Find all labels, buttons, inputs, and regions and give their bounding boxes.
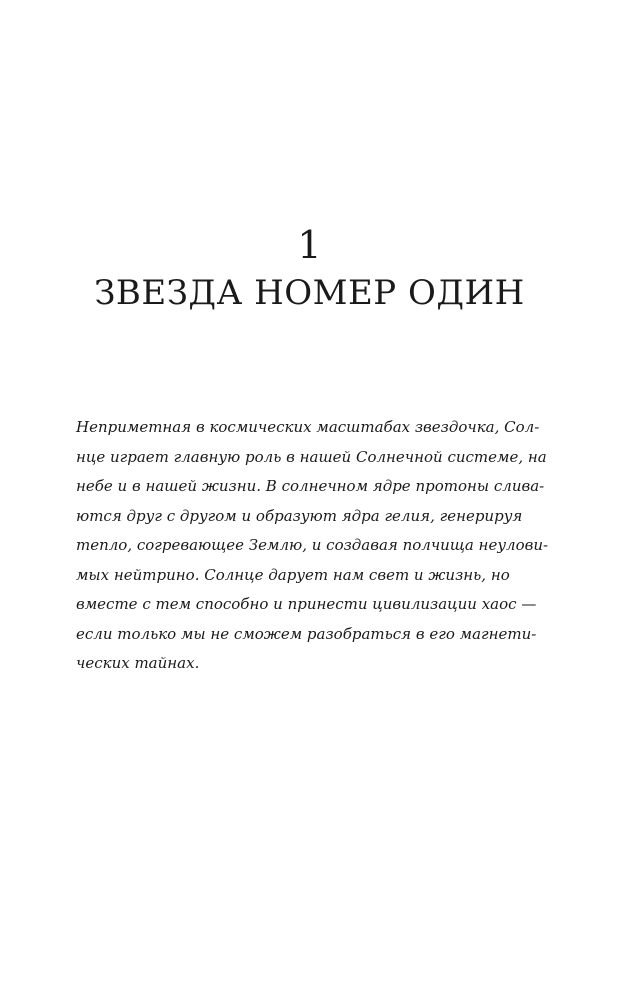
epigraph-line: мых нейтрино. Солнце дарует нам свет и жизнь, но <box>76 565 510 584</box>
chapter-number: 1 <box>297 223 322 267</box>
epigraph-line: если только мы не сможем разобраться в его магнети- <box>76 624 537 643</box>
epigraph-line: ческих тайнах. <box>76 654 200 672</box>
epigraph-line: ются друг с другом и образуют ядра гелия, генерируя <box>76 506 523 525</box>
epigraph-line: вместе с тем способно и принести цивилизации хаос — <box>76 595 537 613</box>
epigraph-line: нце играет главную роль в нашей Солнечной системе, на <box>76 447 547 466</box>
epigraph-paragraph <box>76 413 549 679</box>
chapter-title: ЗВЕЗДА НОМЕР ОДИН <box>94 273 525 313</box>
epigraph-line: Неприметная в космических масштабах звездочка, Сол- <box>76 418 540 436</box>
epigraph-line: тепло, согревающее Землю, и создавая полчища неулови- <box>76 536 549 554</box>
epigraph-line: небе и в нашей жизни. В солнечном ядре протоны слива- <box>76 477 545 495</box>
